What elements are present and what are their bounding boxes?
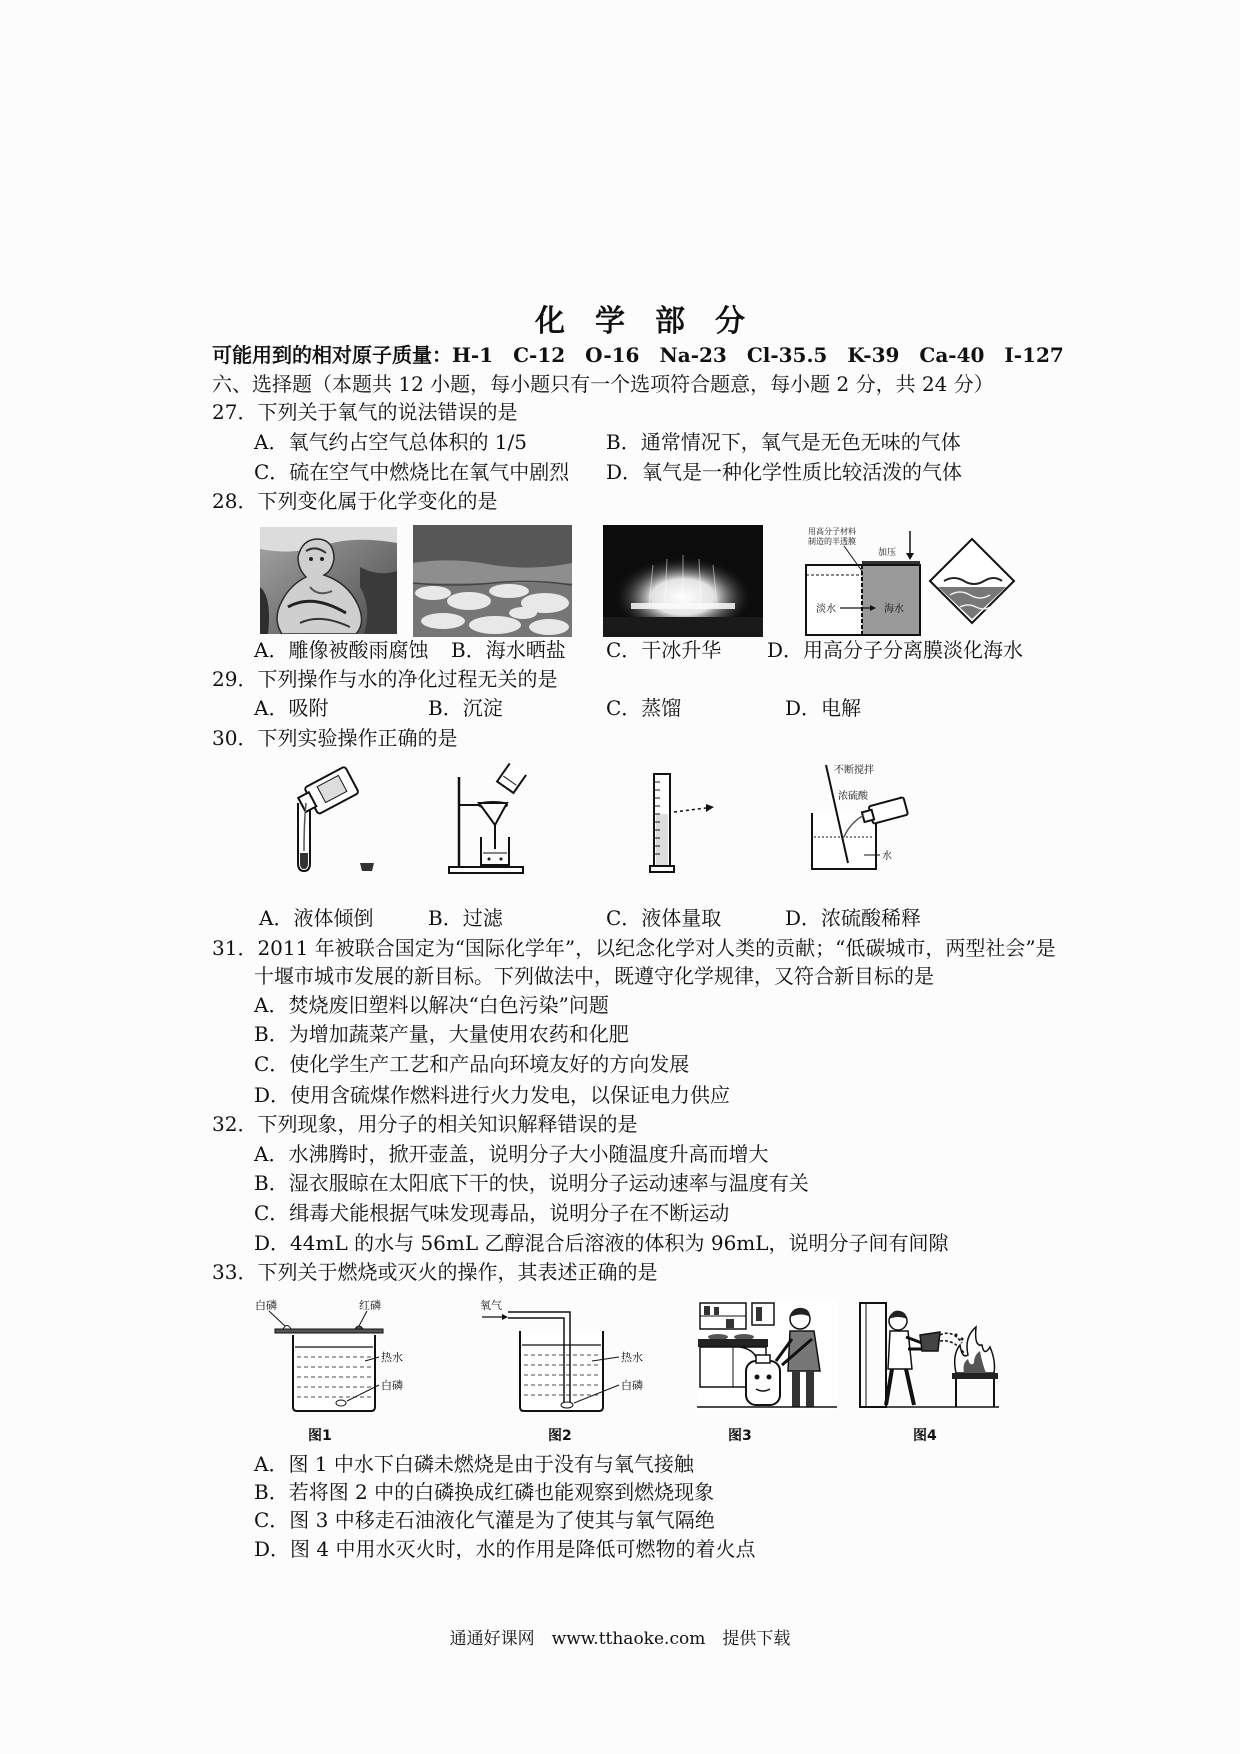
pressure-label: 加压 (878, 548, 897, 558)
fig1-white-phosphorus-top-label: 白磷 (255, 1299, 277, 1312)
figure-2-oxygen-beaker (480, 1299, 650, 1413)
page-title: 化 学 部 分 (535, 304, 745, 339)
q27-option-c: C．硫在空气中燃烧比在氧气中剧烈 (254, 460, 570, 484)
dry-ice-photo (603, 525, 763, 637)
statue-photo (260, 527, 397, 634)
q28-caption-b: B．海水晒盐 (451, 638, 566, 662)
acid-label: 浓硫酸 (838, 791, 868, 802)
filtration-figure (447, 763, 529, 875)
fig2-hot-water-label: 热水 (621, 1351, 643, 1364)
q31-stem-line1: 31．2011 年被联合国定为“国际化学年”，以纪念化学对人类的贡献；“低碳城市，两型社会”是 (212, 936, 1056, 960)
sea-salt-photo (413, 525, 572, 637)
q28-caption-a: A．雕像被酸雨腐蚀 (254, 638, 429, 662)
pouring-liquid-figure (290, 763, 400, 875)
q27-option-b: B．通常情况下，氧气是无色无味的气体 (606, 430, 961, 454)
q29-option-c: C．蒸馏 (606, 696, 682, 720)
q30-caption-d: D．浓硫酸稀释 (785, 906, 922, 930)
q29-option-d: D．电解 (785, 696, 862, 720)
q30-stem: 30．下列实验操作正确的是 (212, 726, 458, 750)
graduated-cylinder-figure (648, 772, 718, 876)
q28-caption-d: D．用高分子分离膜淡化海水 (767, 638, 1024, 662)
q27-stem: 27．下列关于氧气的说法错误的是 (212, 400, 518, 424)
q33-option-a: A．图 1 中水下白磷未燃烧是由于没有与氧气接触 (254, 1452, 694, 1476)
membrane-label-line1: 用高分子材料 (808, 527, 856, 536)
q30-caption-a: A．液体倾倒 (259, 906, 374, 930)
fig2-oxygen-label: 氧气 (480, 1299, 502, 1312)
figure-1-label: 图1 (308, 1428, 332, 1444)
acid-dilution-figure (804, 763, 912, 875)
figure-3-label: 图3 (728, 1428, 752, 1444)
q32-option-b: B．湿衣服晾在太阳底下干的快，说明分子运动速率与温度有关 (254, 1171, 809, 1195)
fresh-water-label: 淡水 (816, 604, 836, 615)
figure-3-kitchen-gas-cylinder (696, 1299, 838, 1411)
q32-option-d: D．44mL 的水与 56mL 乙醇混合后溶液的体积为 96mL，说明分子间有间隙 (254, 1231, 949, 1255)
fig1-hot-water-label: 热水 (381, 1351, 403, 1364)
fig1-red-phosphorus-label: 红磷 (359, 1299, 381, 1312)
figure-2-label: 图2 (548, 1428, 572, 1444)
q31-option-a: A．焚烧废旧塑料以解决“白色污染”问题 (254, 993, 609, 1017)
q33-option-c: C．图 3 中移走石油液化气灌是为了使其与氧气隔绝 (254, 1508, 715, 1532)
q30-caption-c: C．液体量取 (606, 906, 722, 930)
fig1-white-phosphorus-water-label: 白磷 (381, 1379, 403, 1392)
figure-4-water-on-fire (858, 1299, 1000, 1411)
desalination-diagram (804, 525, 1017, 637)
q33-stem: 33．下列关于燃烧或灭火的操作，其表述正确的是 (212, 1260, 658, 1284)
sea-water-label: 海水 (884, 604, 904, 615)
q32-option-c: C．缉毒犬能根据气味发现毒品，说明分子在不断运动 (254, 1201, 730, 1225)
q29-option-b: B．沉淀 (428, 696, 503, 720)
q31-stem-line2: 十堰市城市发展的新目标。下列做法中，既遵守化学规律，又符合新目标的是 (254, 964, 934, 988)
q31-option-d: D．使用含硫煤作燃料进行火力发电，以保证电力供应 (254, 1083, 731, 1107)
q27-option-d: D．氧气是一种化学性质比较活泼的气体 (606, 460, 963, 484)
figure-1-phosphorus-beaker (255, 1299, 410, 1413)
q29-option-a: A．吸附 (254, 696, 329, 720)
footer-download-note: 通通好课网 www.tthaoke.com 提供下载 (449, 1629, 791, 1649)
section-header: 六、选择题（本题共 12 小题，每小题只有一个选项符合题意，每小题 2 分，共 24 分） (212, 372, 994, 396)
q33-option-b: B．若将图 2 中的白磷换成红磷也能观察到燃烧现象 (254, 1480, 715, 1504)
q31-option-c: C．使化学生产工艺和产品向环境友好的方向发展 (254, 1052, 690, 1076)
q29-stem: 29．下列操作与水的净化过程无关的是 (212, 667, 558, 691)
atomic-masses-line: 可能用到的相对原子质量：H-1 C-12 O-16 Na-23 Cl-35.5 K-39 Ca-40 I-127 (212, 343, 1064, 367)
stir-label: 不断搅拌 (834, 765, 874, 776)
q31-option-b: B．为增加蔬菜产量，大量使用农药和化肥 (254, 1022, 629, 1046)
q33-option-d: D．图 4 中用水灭火时，水的作用是降低可燃物的着火点 (254, 1537, 756, 1561)
q30-caption-b: B．过滤 (428, 906, 503, 930)
water-label: 水 (882, 851, 892, 862)
fig2-white-phosphorus-label: 白磷 (621, 1379, 643, 1392)
q28-caption-c: C．干冰升华 (606, 638, 722, 662)
q28-stem: 28．下列变化属于化学变化的是 (212, 489, 498, 513)
q27-option-a: A．氧气约占空气总体积的 1/5 (254, 430, 527, 454)
figure-4-label: 图4 (913, 1428, 937, 1444)
q32-option-a: A．水沸腾时，掀开壶盖，说明分子大小随温度升高而增大 (254, 1142, 769, 1166)
membrane-label-line2: 制造的半透膜 (808, 537, 856, 546)
q32-stem: 32．下列现象，用分子的相关知识解释错误的是 (212, 1112, 638, 1136)
